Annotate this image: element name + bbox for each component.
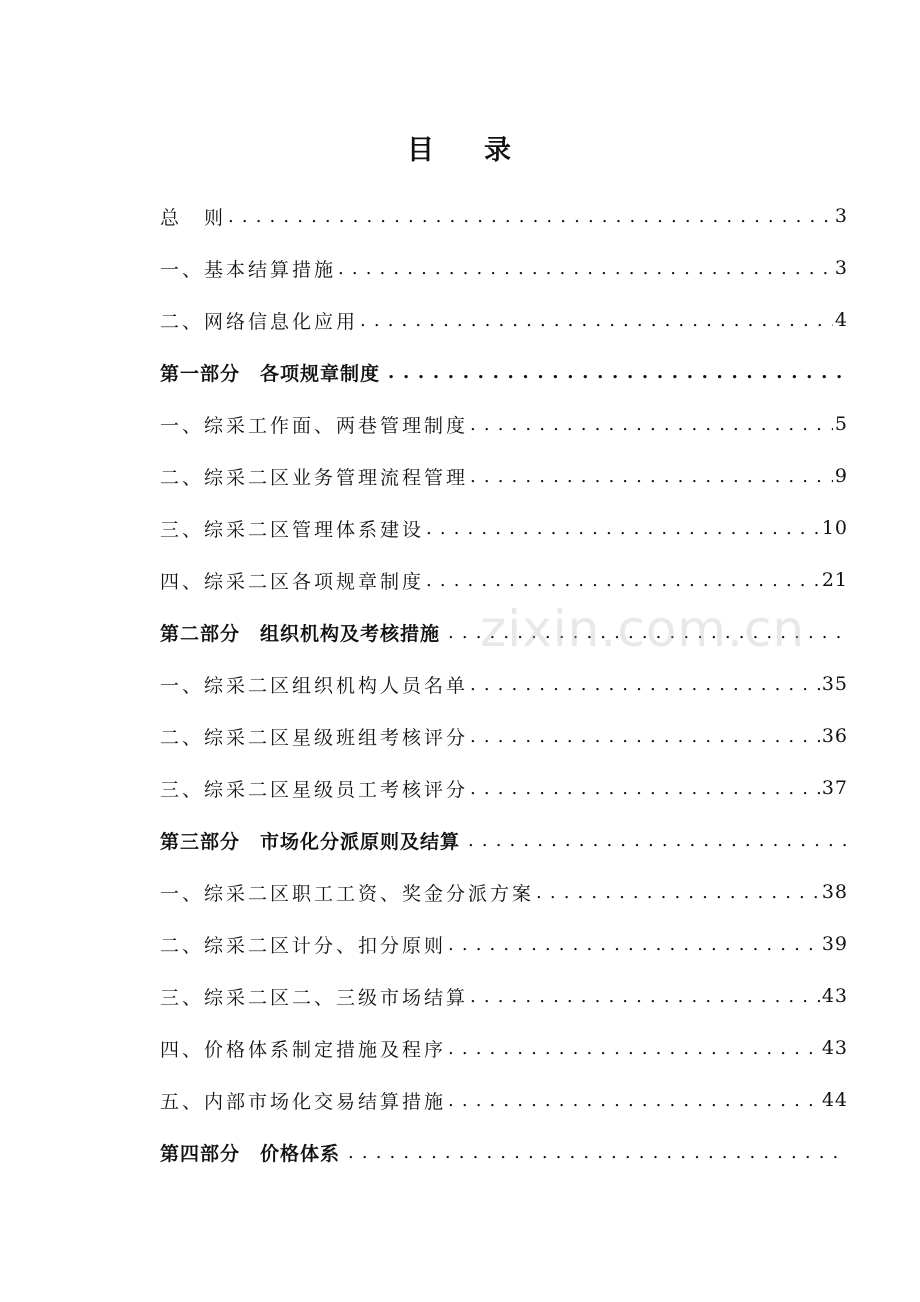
toc-entry-label: 二、综采二区星级班组考核评分 <box>160 726 469 749</box>
toc-entry[interactable] <box>160 450 848 502</box>
dot-leader <box>470 414 833 435</box>
dot-leader <box>448 1090 820 1111</box>
toc-page-number: 9 <box>834 465 848 487</box>
toc-part-label <box>160 1139 342 1166</box>
dot-leader <box>448 934 820 955</box>
toc-entry[interactable] <box>160 866 848 918</box>
toc-entry[interactable] <box>160 710 848 762</box>
toc-entry-label: 二、综采二区计分、扣分原则 <box>160 934 447 957</box>
toc-page-number: 44 <box>821 1089 848 1111</box>
toc-entry-label: 总 则 <box>160 206 227 229</box>
toc-entry[interactable] <box>160 1022 848 1074</box>
toc-entry[interactable] <box>160 762 848 814</box>
toc-entry[interactable] <box>160 918 848 970</box>
toc-part-heading[interactable] <box>160 1126 848 1178</box>
toc-page-number: 4 <box>834 309 848 331</box>
toc-entry-label: 四、价格体系制定措施及程序 <box>160 1038 447 1061</box>
toc-entry-label: 一、综采二区组织机构人员名单 <box>160 674 469 697</box>
toc-page-number: 10 <box>821 517 848 539</box>
dot-leader <box>462 830 848 851</box>
part-number: 第四部分 <box>160 1142 241 1165</box>
toc-page-number: 38 <box>821 881 848 903</box>
part-number: 第三部分 <box>160 830 241 853</box>
dot-leader <box>426 570 820 591</box>
dot-leader <box>342 1142 848 1163</box>
toc-entry-label: 二、综采二区业务管理流程管理 <box>160 466 469 489</box>
toc-part-heading[interactable] <box>160 606 848 658</box>
part-title: 市场化分派原则及结算 <box>260 830 461 853</box>
dot-leader <box>536 882 820 903</box>
toc-entry-label: 一、综采二区职工工资、奖金分派方案 <box>160 882 535 905</box>
watermark: zixin.com.cn <box>480 600 806 658</box>
toc-page-number: 39 <box>821 933 848 955</box>
toc-entry[interactable] <box>160 294 848 346</box>
toc-entry[interactable] <box>160 190 848 242</box>
toc-page-number: 3 <box>834 257 848 279</box>
dot-leader <box>470 726 820 747</box>
toc-page-number: 36 <box>821 725 848 747</box>
toc-entry-label: 三、综采二区二、三级市场结算 <box>160 986 469 1009</box>
dot-leader <box>360 310 833 331</box>
toc-entry[interactable] <box>160 502 848 554</box>
toc-entry[interactable] <box>160 970 848 1022</box>
dot-leader <box>470 674 820 695</box>
title-char-1: 目 <box>407 135 436 166</box>
dot-leader <box>426 518 820 539</box>
part-title: 各项规章制度 <box>260 362 381 385</box>
toc-page-number: 35 <box>821 673 848 695</box>
toc-page-number: 43 <box>821 985 848 1007</box>
toc-part-label <box>160 359 382 386</box>
toc-part-heading[interactable] <box>160 346 848 398</box>
dot-leader <box>228 206 833 227</box>
toc-page-number: 43 <box>821 1037 848 1059</box>
toc-entry-label: 一、综采工作面、两巷管理制度 <box>160 414 469 437</box>
toc-part-label <box>160 619 442 646</box>
part-number: 第一部分 <box>160 362 241 385</box>
toc-entry[interactable] <box>160 554 848 606</box>
dot-leader <box>470 466 833 487</box>
toc-part-heading[interactable] <box>160 814 848 866</box>
part-title: 价格体系 <box>260 1142 341 1165</box>
toc-entry-label: 二、网络信息化应用 <box>160 310 359 333</box>
dot-leader <box>338 258 833 279</box>
toc-entry[interactable] <box>160 1074 848 1126</box>
dot-leader <box>470 986 820 1007</box>
toc-page-number: 37 <box>821 777 848 799</box>
toc-page-number: 21 <box>821 569 848 591</box>
dot-leader <box>442 622 848 643</box>
toc-entry-label: 三、综采二区管理体系建设 <box>160 518 425 541</box>
toc-entry-label: 五、内部市场化交易结算措施 <box>160 1090 447 1113</box>
toc-part-label <box>160 827 462 854</box>
toc-entry-label: 一、基本结算措施 <box>160 258 337 281</box>
part-title: 组织机构及考核措施 <box>260 622 441 645</box>
toc-entry-label: 四、综采二区各项规章制度 <box>160 570 425 593</box>
part-number: 第二部分 <box>160 622 241 645</box>
toc-entry[interactable] <box>160 398 848 450</box>
dot-leader <box>470 778 820 799</box>
dot-leader <box>382 362 848 383</box>
table-of-contents <box>160 190 848 1178</box>
dot-leader <box>448 1038 820 1059</box>
toc-page-number: 3 <box>834 205 848 227</box>
page-title <box>0 128 920 167</box>
toc-entry[interactable] <box>160 658 848 710</box>
title-char-2: 录 <box>484 135 513 166</box>
toc-entry-label: 三、综采二区星级员工考核评分 <box>160 778 469 801</box>
toc-entry[interactable] <box>160 242 848 294</box>
toc-page-number: 5 <box>834 413 848 435</box>
